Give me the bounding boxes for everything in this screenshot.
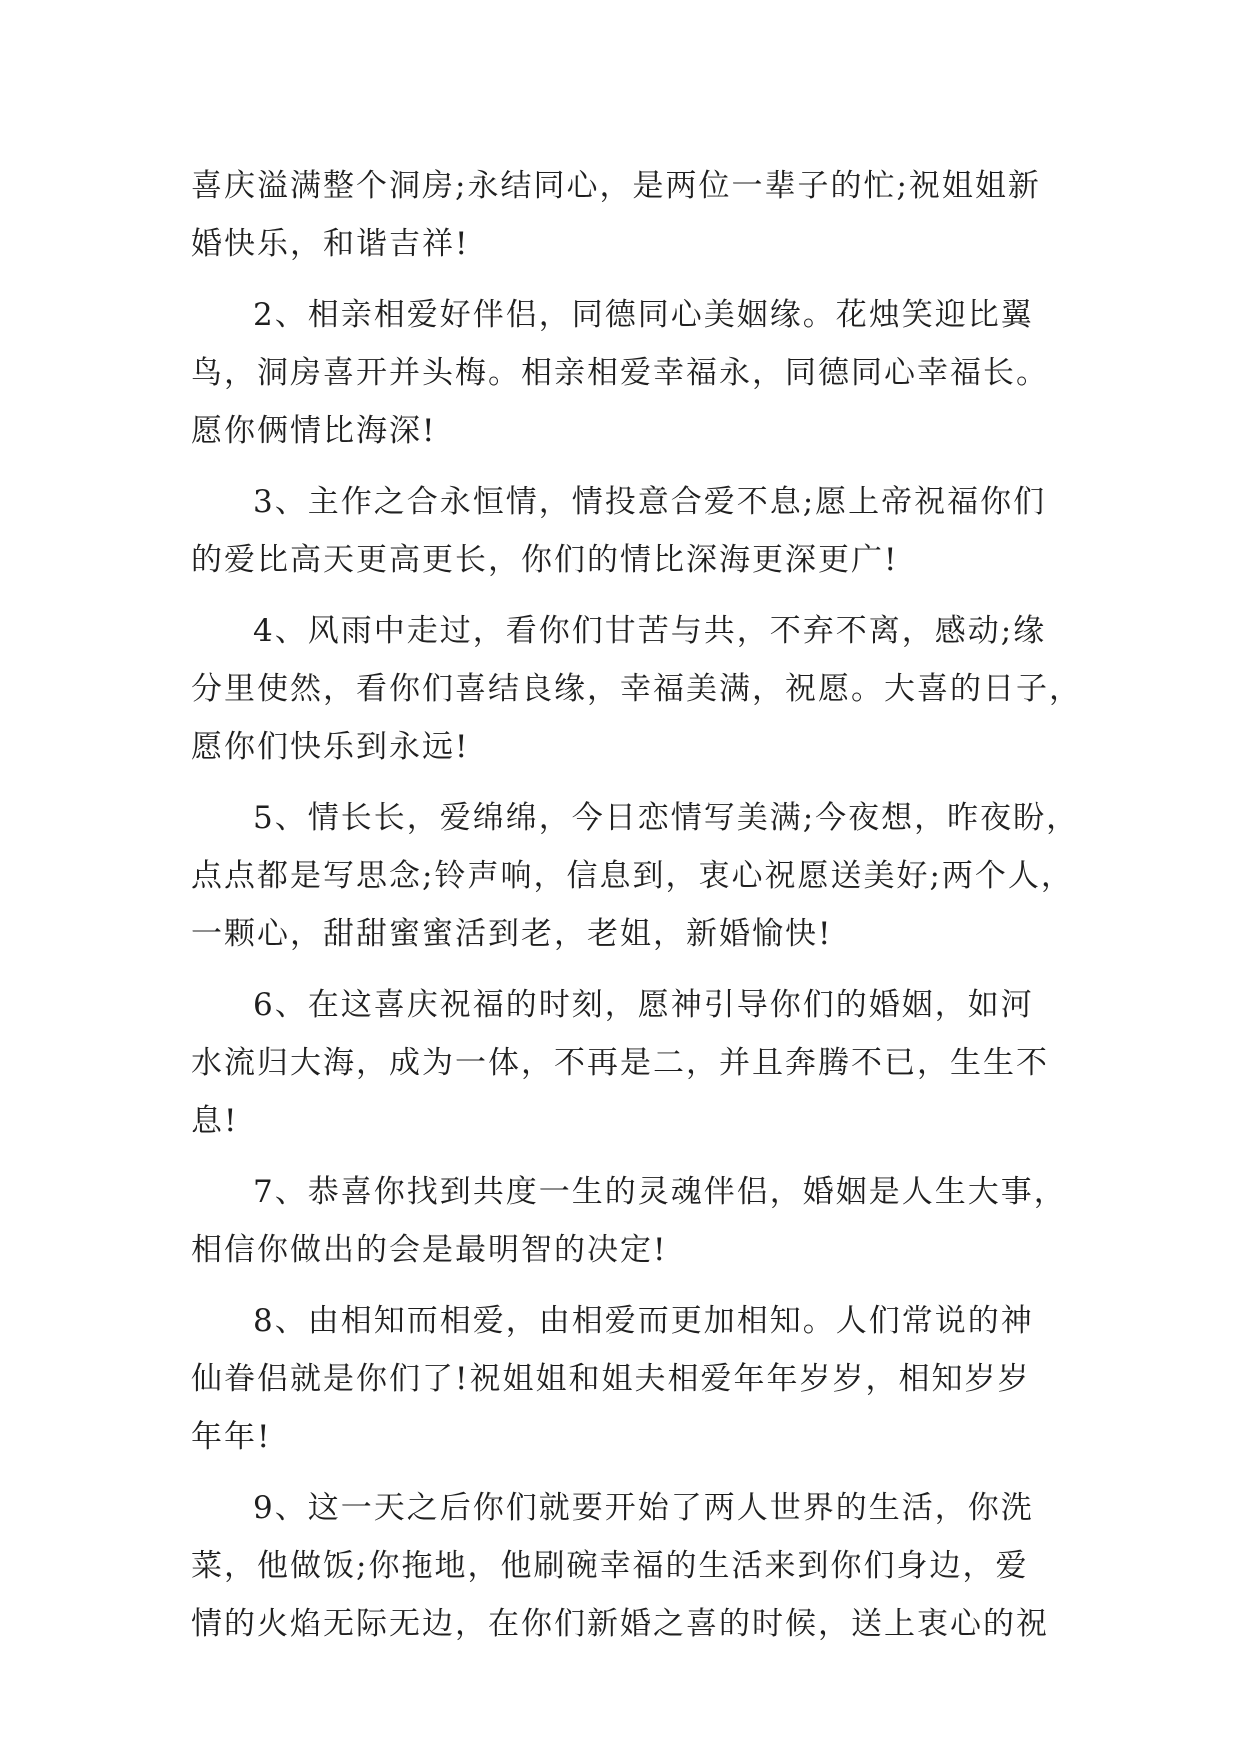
paragraph-gap bbox=[191, 1279, 1071, 1292]
text-line: 点点都是写思念;铃声响，信息到，衷心祝愿送美好;两个人， bbox=[191, 858, 1074, 894]
paragraph bbox=[191, 473, 1071, 589]
paragraph-gap bbox=[191, 460, 1071, 473]
text-line: 菜，他做饭;你拖地，他刷碗幸福的生活来到你们身边，爱 bbox=[191, 1548, 1029, 1584]
text-line: 愿你俩情比海深! bbox=[191, 413, 437, 449]
text-line: 7、恭喜你找到共度一生的灵魂伴侣，婚姻是人生大事， bbox=[253, 1174, 1067, 1210]
paragraph bbox=[191, 602, 1082, 776]
text-line: 分里使然，看你们喜结良缘，幸福美满，祝愿。大喜的日子， bbox=[191, 671, 1082, 707]
paragraph-gap bbox=[191, 1466, 1071, 1479]
paragraph bbox=[191, 1479, 1071, 1653]
paragraph bbox=[191, 789, 1080, 963]
document-body bbox=[191, 157, 1082, 1653]
text-line: 婚快乐，和谐吉祥! bbox=[191, 226, 470, 262]
text-line: 6、在这喜庆祝福的时刻，愿神引导你们的婚姻，如河 bbox=[253, 987, 1034, 1023]
text-line: 9、这一天之后你们就要开始了两人世界的生活，你洗 bbox=[253, 1490, 1034, 1526]
text-line: 3、主作之合永恒情，情投意合爱不息;愿上帝祝福你们 bbox=[253, 484, 1047, 520]
text-line: 水流归大海，成为一体，不再是二，并且奔腾不已，生生不 bbox=[191, 1045, 1049, 1081]
text-line: 4、风雨中走过，看你们甘苦与共，不弃不离，感动;缘 bbox=[253, 613, 1047, 649]
text-line: 2、相亲相爱好伴侣，同德同心美姻缘。花烛笑迎比翼 bbox=[253, 297, 1034, 333]
text-line: 一颗心，甜甜蜜蜜活到老，老姐，新婚愉快! bbox=[191, 916, 833, 952]
paragraph bbox=[191, 976, 1071, 1150]
paragraph-gap bbox=[191, 589, 1071, 602]
text-line: 8、由相知而相爱，由相爱而更加相知。人们常说的神 bbox=[253, 1303, 1034, 1339]
text-line: 仙眷侣就是你们了!祝姐姐和姐夫相爱年年岁岁，相知岁岁 bbox=[191, 1361, 1031, 1397]
paragraph-gap bbox=[191, 1150, 1071, 1163]
paragraph bbox=[191, 1292, 1071, 1466]
paragraph bbox=[191, 286, 1071, 460]
text-line: 5、情长长，爱绵绵，今日恋情写美满;今夜想，昨夜盼， bbox=[253, 800, 1080, 836]
paragraph-gap bbox=[191, 776, 1071, 789]
text-line: 情的火焰无际无边，在你们新婚之喜的时候，送上衷心的祝 bbox=[191, 1606, 1049, 1642]
text-line: 相信你做出的会是最明智的决定! bbox=[191, 1232, 668, 1268]
paragraph-gap bbox=[191, 273, 1071, 286]
paragraph bbox=[191, 157, 1071, 273]
text-line: 年年! bbox=[191, 1419, 272, 1455]
text-line: 喜庆溢满整个洞房;永结同心，是两位一辈子的忙;祝姐姐新 bbox=[191, 168, 1041, 204]
text-line: 鸟，洞房喜开并头梅。相亲相爱幸福永，同德同心幸福长。 bbox=[191, 355, 1049, 391]
text-line: 息! bbox=[191, 1103, 239, 1139]
paragraph bbox=[191, 1163, 1071, 1279]
text-line: 的爱比高天更高更长，你们的情比深海更深更广! bbox=[191, 542, 899, 578]
text-line: 愿你们快乐到永远! bbox=[191, 729, 470, 765]
paragraph-gap bbox=[191, 963, 1071, 976]
